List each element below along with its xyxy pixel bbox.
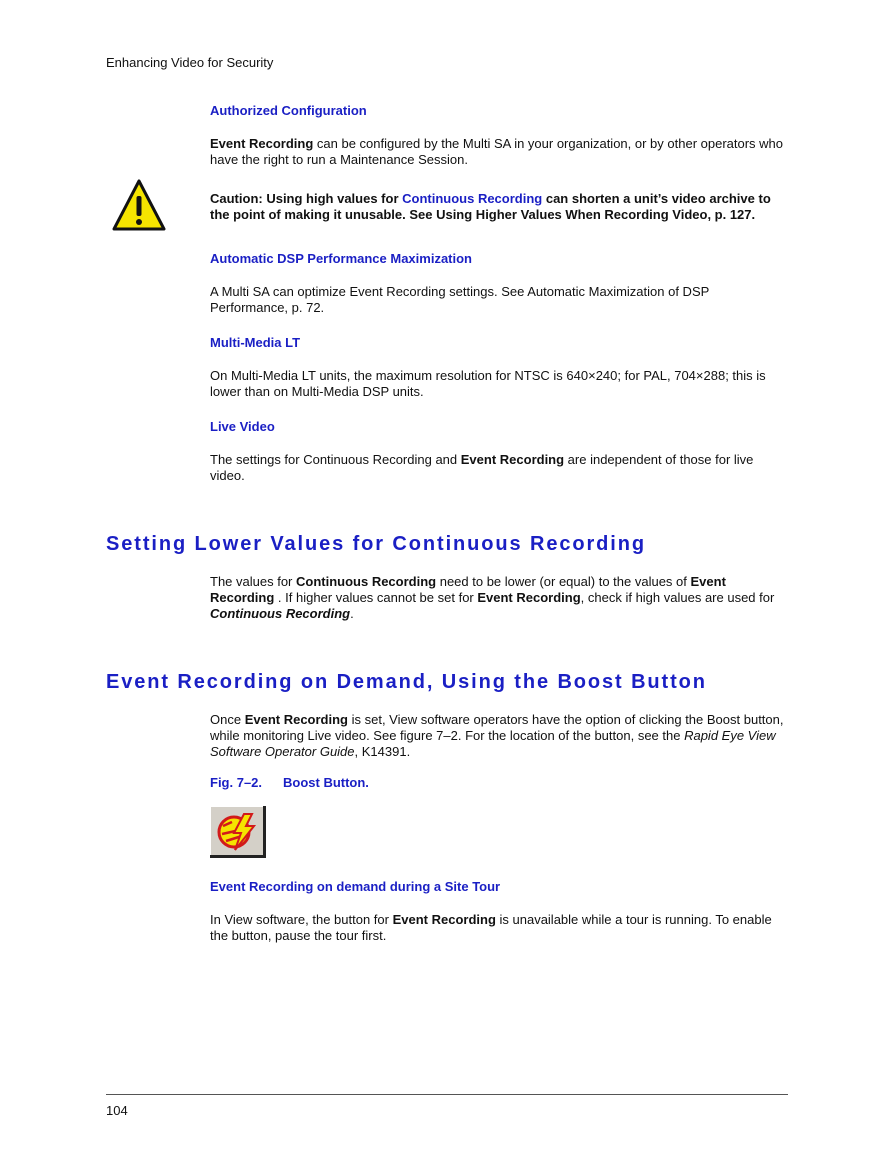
event-on-demand-paragraph bbox=[210, 712, 790, 760]
bold-term: Event Recording bbox=[392, 912, 496, 927]
bold-term: Event Recording bbox=[210, 574, 726, 605]
text-run: can be configured by the Multi SA in your organization, or by other operators who have the right to run a Maintenance Session. bbox=[210, 136, 784, 167]
caution-note bbox=[210, 191, 790, 223]
dsp-heading: Automatic DSP Performance Maximization bbox=[210, 251, 472, 266]
text-run: In View software, the button for bbox=[210, 912, 393, 927]
bold-term: Event Recording bbox=[244, 712, 348, 727]
bold-term: Event Recording bbox=[460, 452, 565, 467]
section-heading-lower-values: Setting Lower Values for Continuous Recording bbox=[106, 533, 646, 555]
live-video-paragraph bbox=[210, 452, 790, 484]
bold-term: Continuous Recording bbox=[296, 574, 437, 589]
boost-button[interactable] bbox=[210, 806, 266, 858]
lower-values-paragraph bbox=[210, 574, 790, 622]
text-run: are independent of those for live video. bbox=[210, 452, 754, 483]
authorized-config-paragraph bbox=[210, 136, 790, 168]
italic-title: Rapid Eye View Software Operator Guide bbox=[210, 728, 776, 759]
warning-icon bbox=[112, 178, 166, 232]
text-run: can shorten a unit’s video archive to the point of making it unusable. See Using Higher Values When Recording Video, p. 127. bbox=[210, 191, 771, 222]
text-run: , check if high values are used for bbox=[580, 590, 775, 605]
text-run: , K14391. bbox=[354, 744, 411, 759]
live-video-heading: Live Video bbox=[210, 419, 275, 434]
text-run: Caution: Using high values for bbox=[210, 191, 403, 206]
figure-caption bbox=[210, 775, 790, 791]
text-run: Once bbox=[210, 712, 245, 727]
figure-number: Fig. 7–2. bbox=[210, 775, 263, 790]
dsp-paragraph: A Multi SA can optimize Event Recording settings. See Automatic Maximization of DSP Performance, p. 72. bbox=[210, 284, 710, 315]
site-tour-heading: Event Recording on demand during a Site Tour bbox=[210, 879, 501, 894]
text-run: . If higher values cannot be set for bbox=[274, 590, 478, 605]
text-run: is unavailable while a tour is running. To enable the button, pause the tour first. bbox=[210, 912, 772, 943]
figure-title: Boost Button. bbox=[283, 775, 369, 790]
bold-italic-term: Continuous Recording bbox=[210, 606, 351, 621]
text-run: is set, View software operators have the option of clicking the Boost button, while monitoring Live video. See figure 7–2. For the location of the button, see the bbox=[210, 712, 784, 743]
text-run: . bbox=[350, 606, 354, 621]
bold-term: Event Recording bbox=[477, 590, 581, 605]
multimedia-lt-heading: Multi-Media LT bbox=[210, 335, 301, 350]
text-run: The settings for Continuous Recording and bbox=[210, 452, 461, 467]
section-heading-event-on-demand: Event Recording on Demand, Using the Boost Button bbox=[106, 671, 707, 693]
footer-divider bbox=[106, 1094, 788, 1095]
text-run: need to be lower (or equal) to the values of bbox=[436, 574, 691, 589]
page-number: 104 bbox=[106, 1103, 128, 1118]
multimedia-lt-paragraph: On Multi-Media LT units, the maximum resolution for NTSC is 640×240; for PAL, 704×288; this is lower than on Multi-Media DSP units. bbox=[210, 368, 766, 399]
running-header: Enhancing Video for Security bbox=[106, 55, 274, 70]
site-tour-paragraph bbox=[210, 912, 790, 944]
continuous-recording-link[interactable]: Continuous Recording bbox=[402, 191, 543, 206]
authorized-config-heading: Authorized Configuration bbox=[210, 103, 367, 118]
bold-term: Event Recording bbox=[210, 136, 314, 151]
text-run: The values for bbox=[210, 574, 296, 589]
